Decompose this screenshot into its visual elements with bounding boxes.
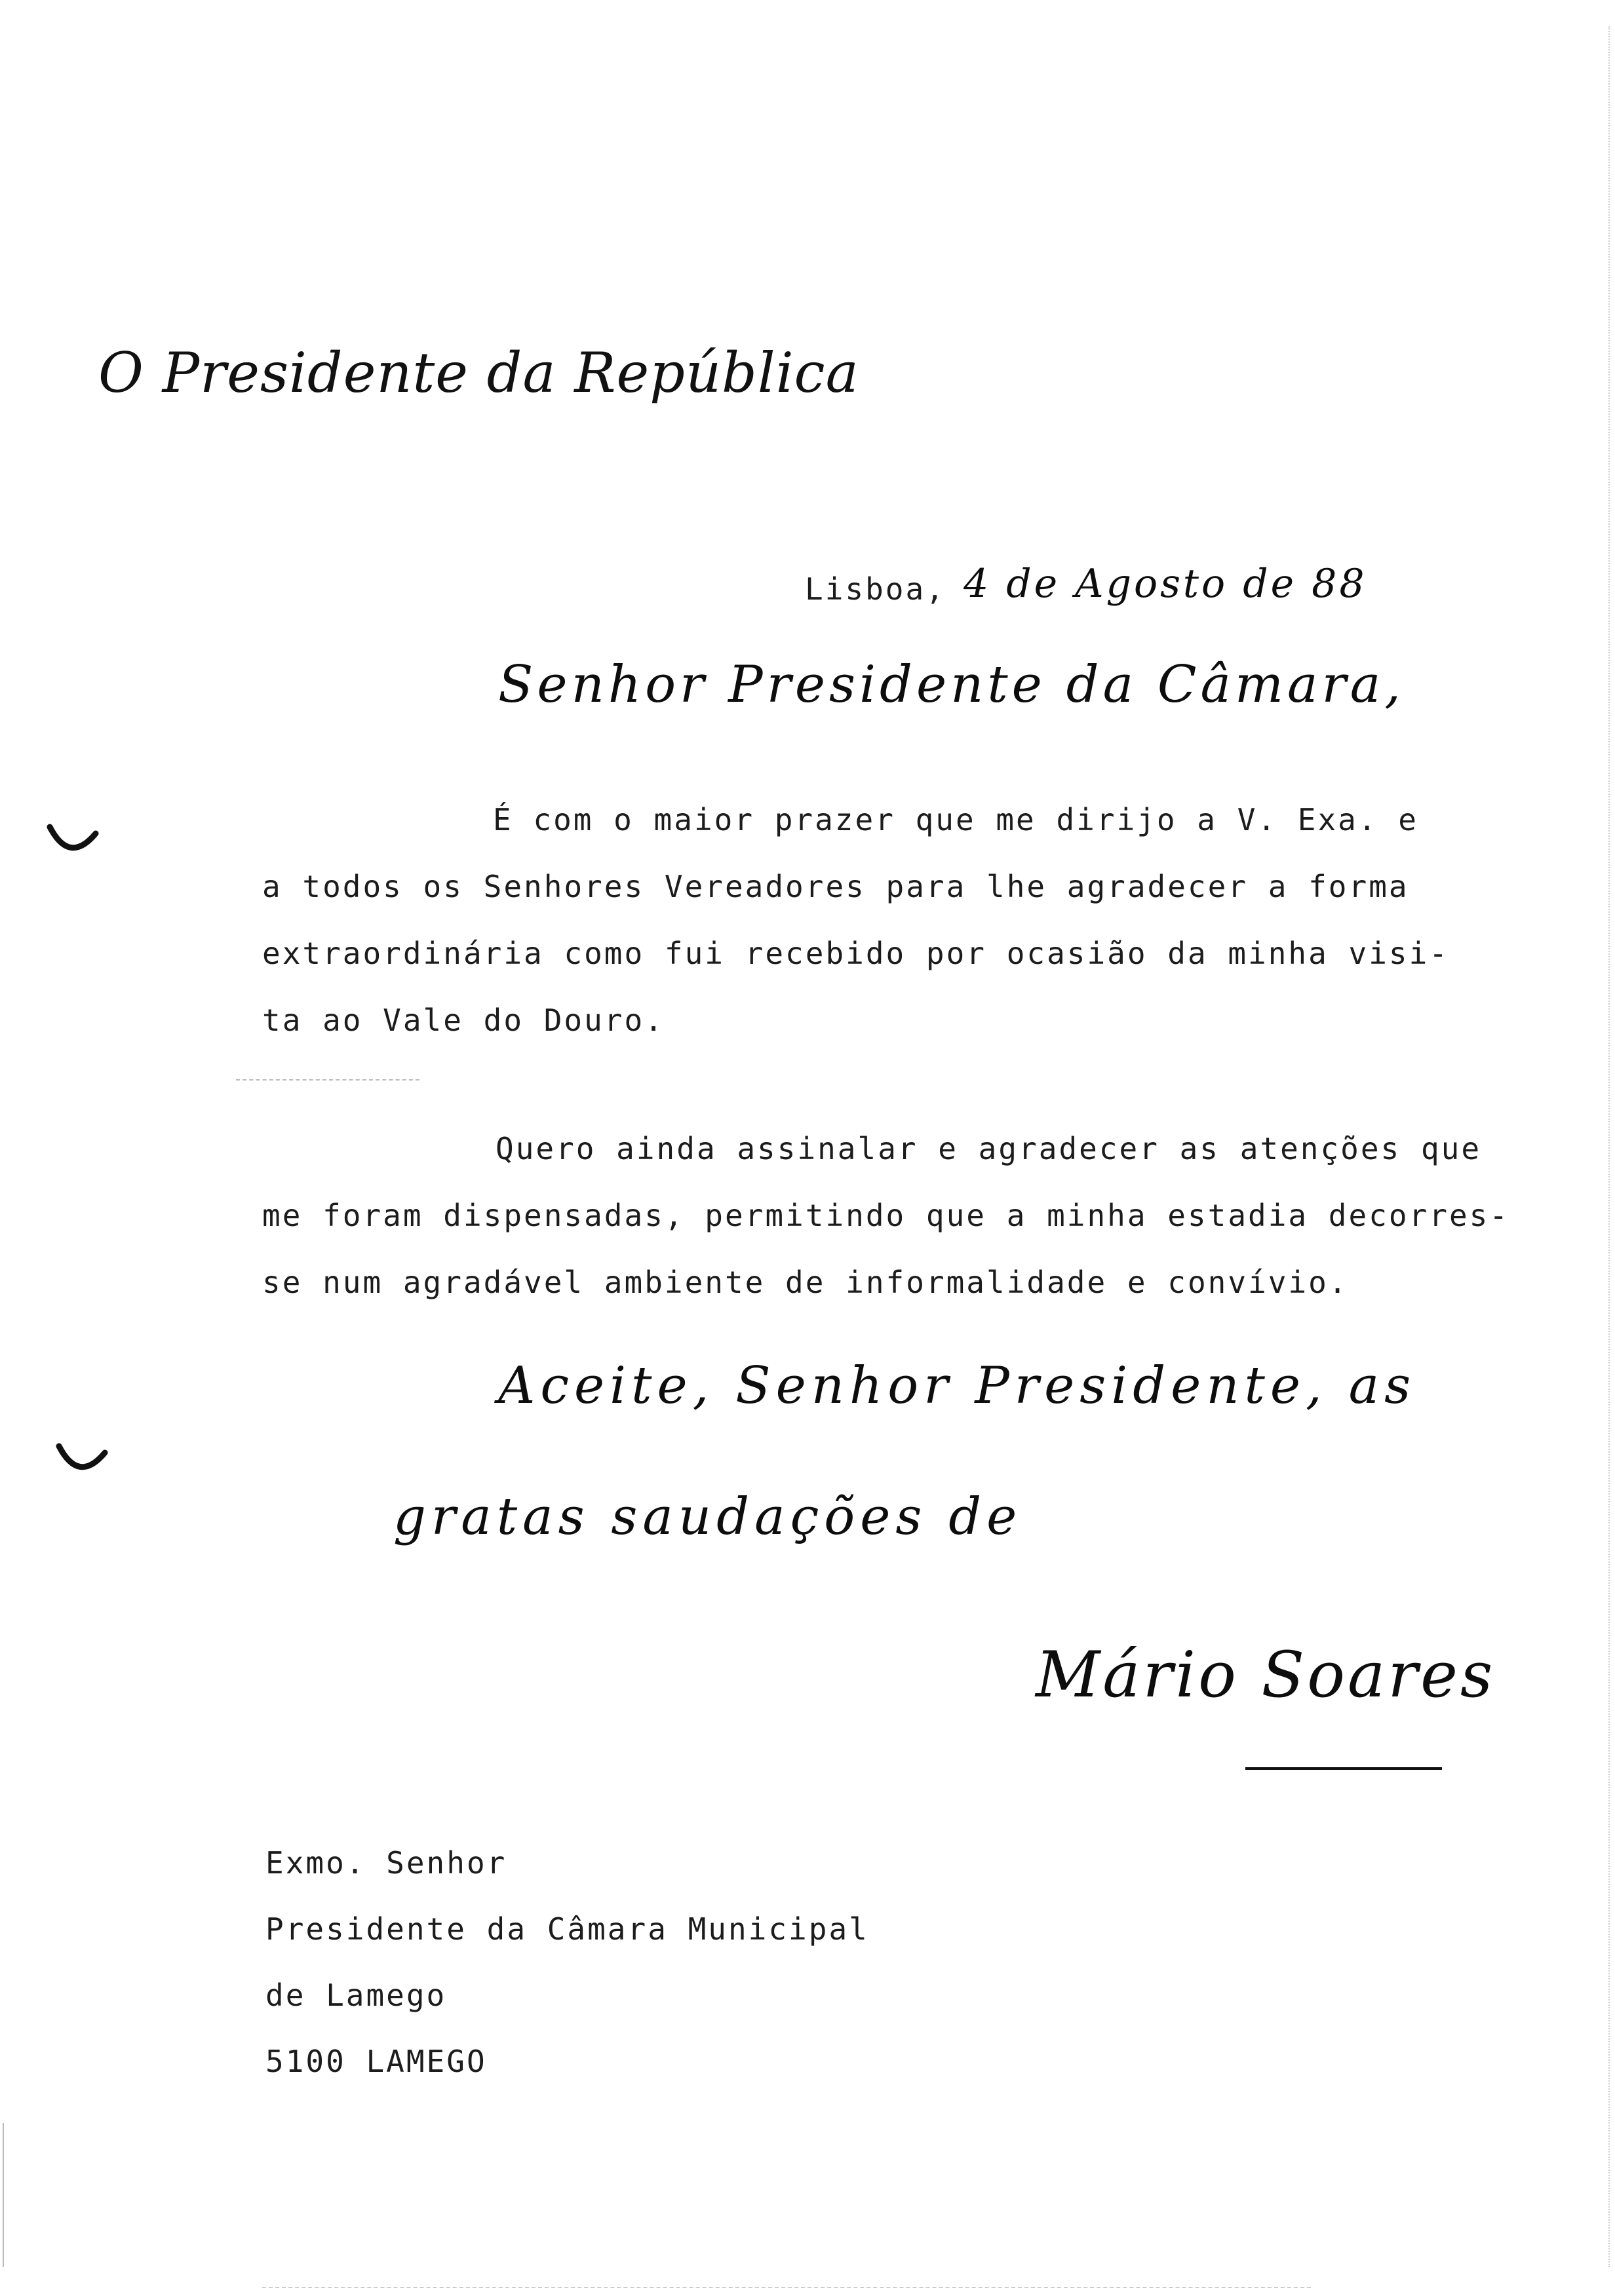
scan-edge-bottom bbox=[262, 2287, 1311, 2288]
body-paragraph-1 bbox=[262, 786, 1449, 1054]
paragraph-line: Quero ainda assinalar e agradecer as atenções que bbox=[496, 1131, 1482, 1166]
address-line: Presidente da Câmara Municipal bbox=[265, 1911, 869, 1947]
letterhead: O Presidente da República bbox=[98, 341, 859, 405]
recipient-address bbox=[265, 1830, 869, 2095]
address-line: 5100 LAMEGO bbox=[265, 2044, 487, 2079]
scan-edge-right bbox=[1608, 26, 1610, 2267]
signature: Mário Soares bbox=[1036, 1638, 1496, 1712]
signature-underline bbox=[1245, 1767, 1442, 1770]
punch-hole-mark-icon bbox=[52, 1438, 111, 1484]
paragraph-line: É com o maior prazer que me dirijo a V. Exa. e bbox=[493, 802, 1418, 837]
paragraph-line: me foram dispensadas, permitindo que a minha estadia decorres- bbox=[262, 1198, 1510, 1233]
margin-rule bbox=[236, 1079, 419, 1081]
paragraph-line: se num agradável ambiente de informalidade e convívio. bbox=[262, 1265, 1349, 1300]
handwritten-salutation: Senhor Presidente da Câmara, bbox=[498, 655, 1405, 714]
handwritten-closing-line-1: Aceite, Senhor Presidente, as bbox=[498, 1356, 1416, 1415]
punch-hole-mark-icon bbox=[43, 819, 102, 865]
paragraph-line: extraordinária como fui recebido por ocasião da minha visi- bbox=[262, 936, 1449, 971]
place-label: Lisboa, bbox=[805, 571, 946, 607]
body-paragraph-2 bbox=[262, 1115, 1509, 1316]
paragraph-line: ta ao Vale do Douro. bbox=[262, 1003, 665, 1038]
address-line: de Lamego bbox=[265, 1978, 447, 2013]
handwritten-closing-line-2: gratas saudações de bbox=[393, 1487, 1022, 1546]
handwritten-date: 4 de Agosto de 88 bbox=[963, 561, 1367, 607]
address-line: Exmo. Senhor bbox=[265, 1845, 507, 1881]
scan-edge-left bbox=[3, 2123, 4, 2267]
paragraph-line: a todos os Senhores Vereadores para lhe agradecer a forma bbox=[262, 869, 1409, 904]
